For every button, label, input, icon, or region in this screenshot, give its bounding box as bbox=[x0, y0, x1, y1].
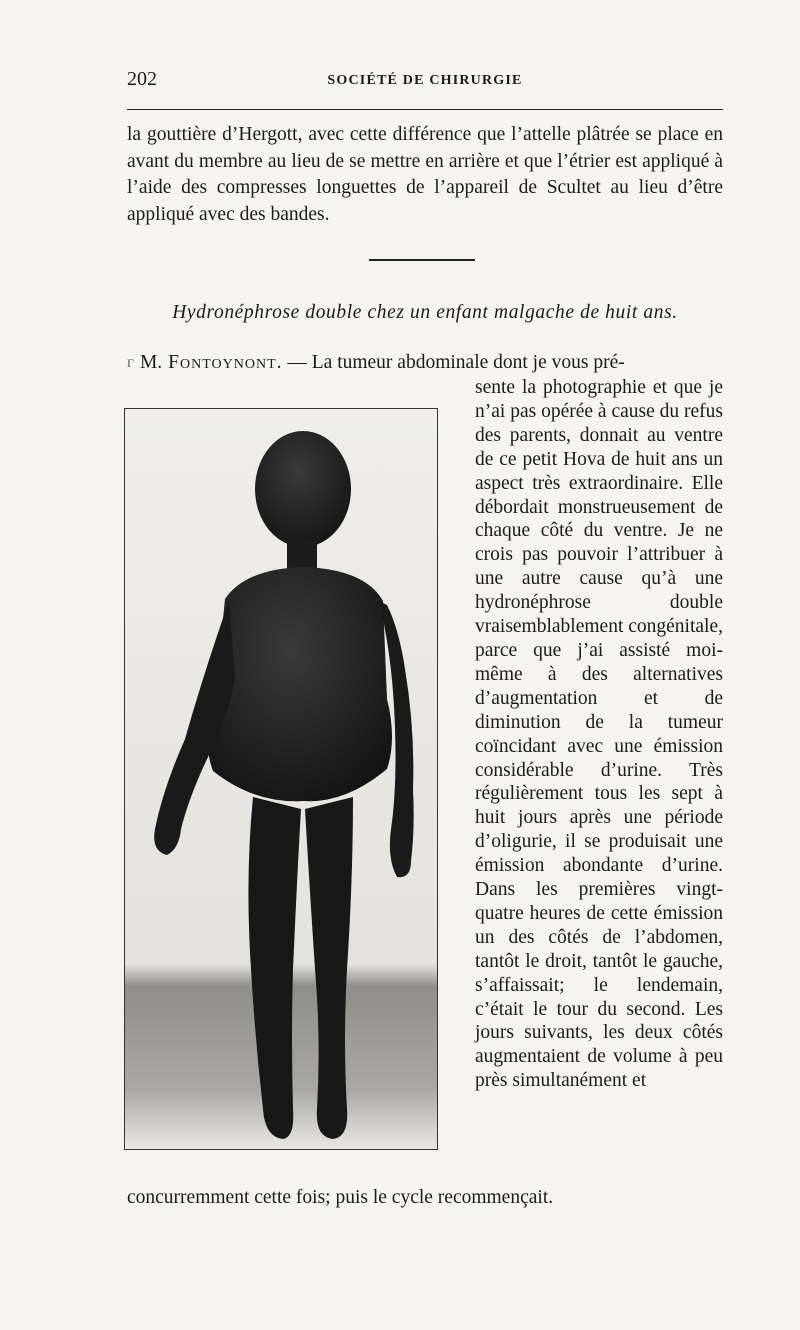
section-separator bbox=[369, 259, 475, 261]
communication-column-text: sente la photographie et que je n’ai pas opérée à cause du refus des parents, donnait au ventre de ce petit Hova de huit ans un aspect très extraordinaire. Elle débordait monstrueusement de chaque côté du ventre. Je ne crois pas pouvoir l’attribuer à une autre cause qu’à une hydronéphrose double vraisemblablement congénitale, parce que j’ai assisté moi-même à des alternatives d’augmentation et de diminution de la tumeur coïncidant avec une émission considérable d’urine. Très régulièrement tous les sept à huit jours après une période d’oligurie, il se produisait une émission abondante d’urine. Dans les premières vingt-quatre heures de cette émission un des côtés de l’abdomen, tantôt le droit, tantôt le gauche, s’affaissait; le lendemain, c’était le tour du second. Les jours suivants, les deux côtés augmentaient de volume à peu près simultanément et bbox=[475, 377, 723, 1092]
photograph-figure bbox=[124, 408, 438, 1150]
header-rule bbox=[127, 109, 723, 110]
speaker-prefix: M. bbox=[139, 352, 163, 373]
communication-closing-line: concurremment cette fois; puis le cycle recommençait. bbox=[127, 1187, 554, 1208]
speaker-name: Fontoynont. bbox=[168, 352, 283, 373]
communication-opening bbox=[127, 350, 723, 376]
opening-text: — La tumeur abdominale dont je vous pré- bbox=[287, 352, 625, 373]
page-header bbox=[127, 68, 723, 96]
margin-mark: Γ bbox=[127, 356, 134, 370]
running-head: SOCIÉTÉ DE CHIRURGIE bbox=[327, 73, 523, 88]
page-number: 202 bbox=[127, 68, 157, 90]
section-title: Hydronéphrose double chez un enfant malgache de huit ans. bbox=[172, 302, 678, 323]
photograph-image bbox=[125, 409, 437, 1149]
continuation-paragraph: la gouttière d’Hergott, avec cette différence que l’attelle plâtrée se place en avant du membre au lieu de se mettre en arrière et que l’étrier est appliqué à l’aide des compresses longuettes de l’appareil de Scultet au lieu d’être appliqué avec des bandes. bbox=[127, 124, 723, 226]
